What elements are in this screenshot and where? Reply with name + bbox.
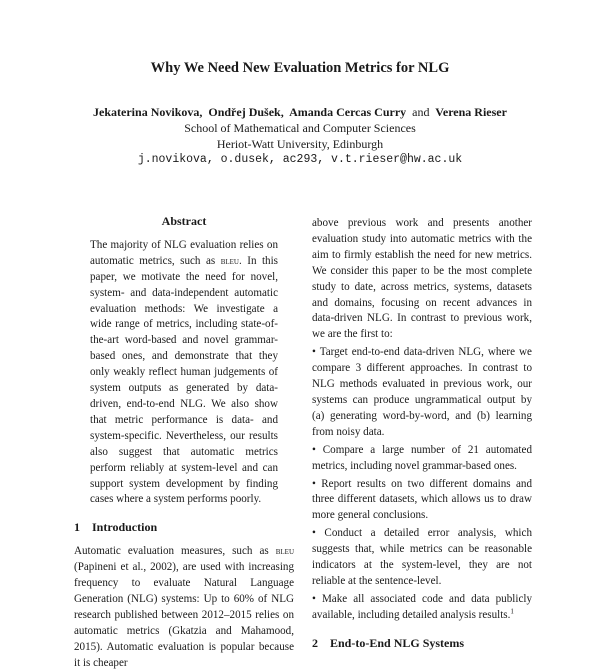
abstract-text: The majority of NLG evaluation relies on automatic metrics, such as <box>90 238 278 267</box>
bullet-item: • Target end-to-end data-driven NLG, where we compare 3 different approaches. In contrast to NLG methods evaluated in previous work, our systems can produce ungrammatical output by (a) generating word-by-word, and (b) learning from noisy data. <box>312 346 532 438</box>
footnote-mark: 1 <box>510 607 514 616</box>
bleu-term: bleu <box>275 546 294 558</box>
section-number: 2 <box>312 635 318 650</box>
and-word: and <box>412 105 430 119</box>
section-number: 1 <box>74 520 80 535</box>
bullet-text: • Make all associated code and data publicly available, including detailed analysis results. <box>312 592 532 621</box>
section-heading-end-to-end <box>312 636 532 652</box>
abstract-heading: Abstract <box>161 214 207 228</box>
author-name: Jekaterina Novikova, <box>93 105 203 119</box>
author-block <box>0 104 600 168</box>
intro-text: (Papineni et al., 2002), are used with increasing frequency to evaluate Natural Language Generation (NLG) systems: Up to 60% of NLG research published between 2012–2015 relies on automatic metrics (Gkatzia and Mahamood, 2015). Automatic evaluation is popular because it is cheaper <box>74 561 294 669</box>
section-heading-introduction <box>74 520 294 536</box>
affiliation-line: School of Mathematical and Computer Sciences <box>184 121 416 135</box>
introduction-paragraph <box>74 544 294 671</box>
right-paragraph: above previous work and presents another evaluation study into automatic metrics with the aim to firmly establish the need for new metrics. We consider this paper to be the most complete study to date, across metrics, systems, datasets and domains, focusing on recent advances in data-driven NLG. In contrast to previous work, we are the first to: <box>312 217 532 341</box>
left-column <box>74 214 294 671</box>
bullet-item: • Conduct a detailed error analysis, which suggests that, while metrics can be reasonable indicators at the system-level, they are not reliable at the sentence-level. <box>312 527 532 587</box>
right-column <box>312 216 532 660</box>
bullet-item: • Compare a large number of 21 automated metrics, including novel grammar-based ones. <box>312 443 532 472</box>
author-name: Amanda Cercas Curry <box>289 105 407 119</box>
bullet-item <box>312 592 532 624</box>
paper-title: Why We Need New Evaluation Metrics for NLG <box>150 60 450 76</box>
bullet-item: • Report results on two different domains and three different datasets, which allows us to draw more general conclusions. <box>312 477 532 522</box>
author-names <box>0 104 600 120</box>
author-emails: j.novikova, o.dusek, ac293, v.t.rieser@hw.ac.uk <box>137 153 463 166</box>
affiliation-line: Heriot-Watt University, Edinburgh <box>216 137 384 151</box>
bleu-term: bleu <box>220 255 239 267</box>
author-name: Ondřej Dušek, <box>208 105 284 119</box>
abstract-body <box>90 238 278 508</box>
section-title: End-to-End NLG Systems <box>330 635 465 650</box>
abstract-text: . In this paper, we motivate the need for novel, system- and data-independent automatic evaluation methods: We investigate a wide range of metrics, including state-of-the-art word-based and novel grammar-based ones, and demonstrate that they only weakly reflect human judgements of system outputs as generated by data-driven, end-to-end NLG. We also show that metric performance is data- and system-specific. Nevertheless, our results also suggest that automatic metrics perform reliably at system-level and can support system development by finding cases where a system performs poorly. <box>90 254 279 506</box>
author-name: Verena Rieser <box>435 105 507 119</box>
intro-text: Automatic evaluation measures, such as <box>74 545 276 558</box>
section-title: Introduction <box>92 520 158 535</box>
